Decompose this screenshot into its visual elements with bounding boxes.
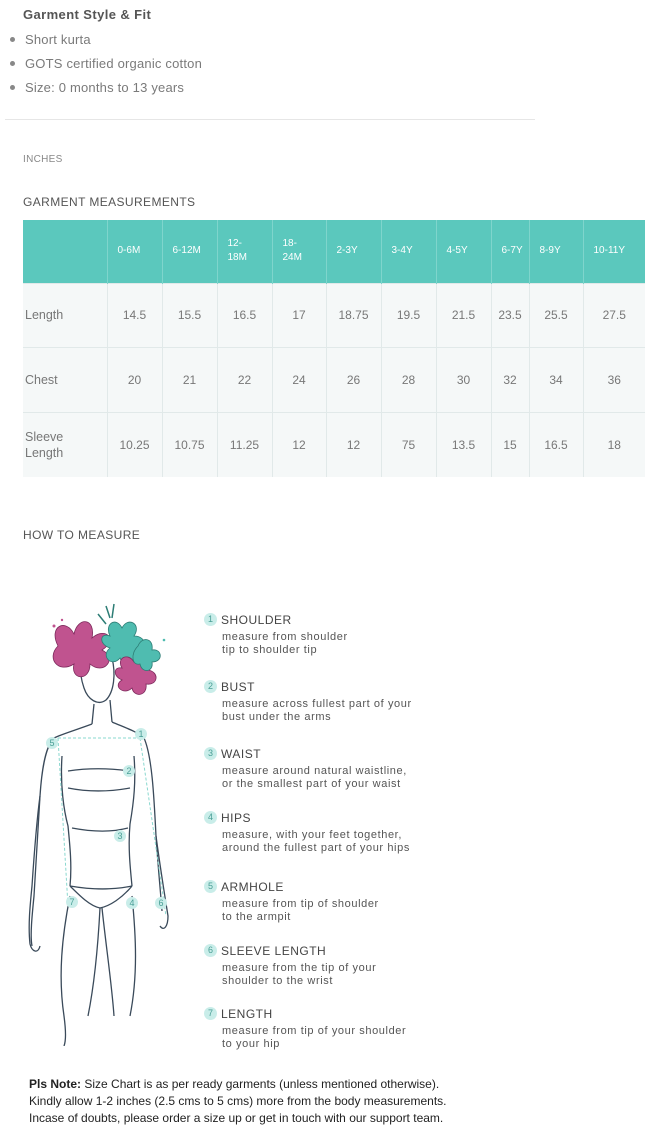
svg-text:6: 6 (158, 898, 164, 908)
table-cell: 75 (381, 412, 436, 477)
section-title-style-fit: Garment Style & Fit (23, 7, 152, 22)
step-description: measure, with your feet together, around the fullest part of your hips (222, 829, 410, 854)
svg-text:7: 7 (69, 897, 75, 907)
table-header-cell: 6-12M (162, 220, 217, 283)
note-line-3: Incase of doubts, please order a size up or get in touch with our support team. (29, 1111, 444, 1125)
table-cell: 16.5 (529, 412, 583, 477)
table-row (23, 347, 645, 412)
measure-step-armhole (204, 878, 379, 924)
row-label: Chest (23, 347, 107, 412)
table-header-cell: 0-6M (107, 220, 162, 283)
step-title: ARMHOLE (221, 879, 284, 894)
svg-text:5: 5 (49, 738, 55, 748)
table-cell: 19.5 (381, 283, 436, 347)
table-cell: 18 (583, 412, 645, 477)
step-title: SLEEVE LENGTH (221, 943, 327, 958)
table-cell: 24 (272, 347, 326, 412)
measure-step-waist (204, 745, 407, 791)
table-cell: 14.5 (107, 283, 162, 347)
note-line-2: Kindly allow 1-2 inches (2.5 cms to 5 cms) more from the body measurements. (29, 1094, 447, 1108)
step-description: measure from the tip of your shoulder to the wrist (222, 962, 377, 987)
step-number-badge: 4 (204, 811, 217, 824)
svg-text:4: 4 (129, 898, 135, 908)
table-cell: 21.5 (436, 283, 491, 347)
step-number-badge: 5 (204, 880, 217, 893)
table-header-row (23, 220, 645, 283)
step-title: BUST (221, 679, 256, 694)
table-header-cell: 2-3Y (326, 220, 381, 283)
step-description: measure from shoulder tip to shoulder tip (222, 631, 348, 656)
table-cell: 12 (326, 412, 381, 477)
step-number-badge: 7 (204, 1007, 217, 1020)
table-cell: 26 (326, 347, 381, 412)
step-description: measure from tip of shoulder to the armpit (222, 898, 379, 923)
step-title: HIPS (221, 810, 252, 825)
table-cell: 28 (381, 347, 436, 412)
table-header-cell: 12- 18M (217, 220, 272, 283)
table-header-cell: 3-4Y (381, 220, 436, 283)
table-cell: 25.5 (529, 283, 583, 347)
table-row (23, 412, 645, 477)
step-title: WAIST (221, 746, 262, 761)
table-header-cell: 6-7Y (491, 220, 529, 283)
table-cell: 16.5 (217, 283, 272, 347)
table-header-cell: 18- 24M (272, 220, 326, 283)
table-header-cell: 10-11Y (583, 220, 645, 283)
table-cell: 36 (583, 347, 645, 412)
table-header-cell: 4-5Y (436, 220, 491, 283)
table-cell: 13.5 (436, 412, 491, 477)
unit-label: INCHES (23, 154, 63, 165)
table-cell: 18.75 (326, 283, 381, 347)
table-header-corner (23, 220, 107, 283)
bullet-icon (10, 37, 15, 42)
table-cell: 11.25 (217, 412, 272, 477)
step-title: SHOULDER (221, 612, 292, 627)
section-title-how-to-measure: HOW TO MEASURE (23, 528, 141, 542)
table-cell: 10.75 (162, 412, 217, 477)
step-number-badge: 3 (204, 747, 217, 760)
measure-step-shoulder (204, 611, 348, 657)
step-description: measure around natural waistline, or the smallest part of your waist (222, 765, 407, 790)
table-cell: 27.5 (583, 283, 645, 347)
list-item-text: GOTS certified organic cotton (25, 56, 203, 71)
table-cell: 23.5 (491, 283, 529, 347)
measure-step-length (204, 1005, 406, 1051)
list-item (8, 30, 202, 54)
table-header-cell: 8-9Y (529, 220, 583, 283)
row-label: Length (23, 283, 107, 347)
svg-text:3: 3 (117, 831, 123, 841)
size-chart-table (23, 220, 645, 477)
flower-crown-icon (53, 604, 166, 694)
size-note (29, 1076, 629, 1127)
table-cell: 21 (162, 347, 217, 412)
table-cell: 17 (272, 283, 326, 347)
list-item (8, 54, 202, 78)
svg-text:1: 1 (138, 729, 144, 739)
step-number-badge: 1 (204, 613, 217, 626)
table-cell: 15.5 (162, 283, 217, 347)
list-item (8, 78, 202, 102)
divider (5, 119, 535, 120)
note-label: Pls Note: (29, 1077, 82, 1091)
body-measure-illustration (18, 596, 178, 1046)
step-description: measure across fullest part of your bust under the arms (222, 698, 412, 723)
svg-text:2: 2 (126, 766, 132, 776)
list-item-text: Short kurta (25, 32, 91, 47)
table-cell: 10.25 (107, 412, 162, 477)
section-title-measurements: GARMENT MEASUREMENTS (23, 195, 196, 209)
row-label: Sleeve Length (23, 412, 107, 477)
style-fit-list (8, 30, 202, 102)
table-cell: 20 (107, 347, 162, 412)
bullet-icon (10, 85, 15, 90)
table-cell: 34 (529, 347, 583, 412)
table-cell: 32 (491, 347, 529, 412)
note-line-1: Pls Note: Size Chart is as per ready garments (unless mentioned otherwise). (29, 1077, 440, 1091)
step-description: measure from tip of your shoulder to your hip (222, 1025, 407, 1050)
step-number-badge: 6 (204, 944, 217, 957)
table-cell: 30 (436, 347, 491, 412)
table-cell: 15 (491, 412, 529, 477)
step-number-badge: 2 (204, 680, 217, 693)
measure-step-sleeve-length (204, 942, 376, 988)
table-cell: 22 (217, 347, 272, 412)
list-item-text: Size: 0 months to 13 years (25, 80, 185, 95)
table-cell: 12 (272, 412, 326, 477)
table-row (23, 283, 645, 347)
measure-step-bust (204, 678, 412, 724)
measure-step-hips (204, 809, 410, 855)
bullet-icon (10, 61, 15, 66)
step-title: LENGTH (221, 1006, 273, 1021)
